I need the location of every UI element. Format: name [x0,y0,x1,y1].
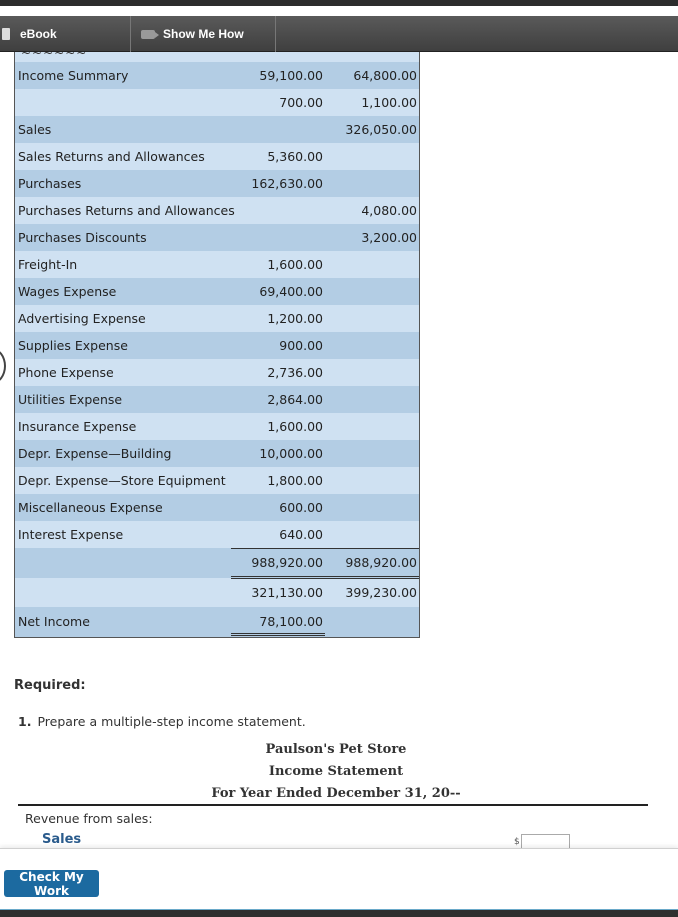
account-cell: Purchases Returns and Allowances [18,203,235,218]
table-row [15,170,419,197]
table-row [15,251,419,278]
credit-cell: 988,920.00 [345,555,417,570]
account-cell: Depr. Expense—Building [18,446,172,461]
video-icon [141,30,155,39]
total-rule [231,633,325,634]
credit-cell: 4,080.00 [361,203,417,218]
statement-period: For Year Ended December 31, 20-- [211,786,461,801]
debit-cell: 59,100.00 [259,68,323,83]
worksheet-table [14,52,420,638]
scroll-back-icon[interactable] [0,348,6,384]
cut-off-text: ~~~~~~ [21,52,88,60]
table-row [15,548,419,578]
table-row [15,89,419,116]
debit-cell: 2,864.00 [267,392,323,407]
total-rule [231,548,325,549]
sales-label[interactable]: Sales [42,832,82,847]
account-cell: Income Summary [18,68,129,83]
debit-cell: 700.00 [279,95,323,110]
account-cell: Purchases [18,176,82,191]
show-me-how-label: Show Me How [163,27,244,41]
account-cell: Miscellaneous Expense [18,500,163,515]
debit-cell: 162,630.00 [251,176,323,191]
statement-rule [18,804,648,806]
account-cell: Phone Expense [18,365,114,380]
account-cell: Sales [18,122,52,137]
table-row [15,278,419,305]
bottom-strip [0,909,678,917]
bottom-bar [0,848,678,910]
account-cell: Supplies Expense [18,338,128,353]
table-row [15,521,419,548]
total-rule [231,635,325,636]
total-rule [325,548,419,549]
ebook-button[interactable] [0,16,130,52]
table-row [15,413,419,440]
instruction-number: 1. [18,714,32,729]
required-heading: Required: [14,678,86,693]
table-row [15,578,419,607]
account-cell: Depr. Expense—Store Equipment [18,473,226,488]
statement-company: Paulson's Pet Store [265,742,407,757]
account-cell: Purchases Discounts [18,230,147,245]
account-cell: Sales Returns and Allowances [18,149,205,164]
revenue-label: Revenue from sales: [25,811,153,826]
debit-cell: 5,360.00 [267,149,323,164]
credit-cell: 64,800.00 [353,68,417,83]
table-row [15,197,419,224]
table-row [15,386,419,413]
top-strip [0,0,678,6]
table-row [15,62,419,89]
debit-cell: 988,920.00 [251,555,323,570]
table-row [15,305,419,332]
debit-cell: 1,200.00 [267,311,323,326]
show-me-how-button[interactable] [141,16,275,52]
toolbar [0,16,678,52]
debit-cell: 69,400.00 [259,284,323,299]
debit-cell: 321,130.00 [251,585,323,600]
debit-cell: 10,000.00 [259,446,323,461]
total-rule [325,578,419,579]
statement-title: Income Statement [268,764,404,779]
toolbar-divider [275,16,276,52]
debit-cell: 900.00 [279,338,323,353]
account-cell: Freight-In [18,257,78,272]
account-cell: Utilities Expense [18,392,123,407]
debit-cell: 78,100.00 [259,614,323,629]
account-cell: Wages Expense [18,284,117,299]
debit-cell: 640.00 [279,527,323,542]
table-row [15,359,419,386]
total-rule [325,576,419,577]
account-cell: Interest Expense [18,527,124,542]
instruction-text: Prepare a multiple-step income statement. [37,714,306,729]
book-icon [2,28,10,40]
total-rule [231,578,325,579]
credit-cell: 1,100.00 [361,95,417,110]
table-row [15,116,419,143]
credit-cell: 3,200.00 [361,230,417,245]
table-row [15,607,419,637]
debit-cell: 2,736.00 [267,365,323,380]
table-row [15,332,419,359]
debit-cell: 1,600.00 [267,419,323,434]
credit-cell: 326,050.00 [345,122,417,137]
account-cell: Insurance Expense [18,419,137,434]
debit-cell: 1,800.00 [267,473,323,488]
table-row [15,440,419,467]
ebook-label: eBook [20,27,57,41]
debit-cell: 1,600.00 [267,257,323,272]
account-cell: Net Income [18,614,90,629]
table-row [15,494,419,521]
table-row [15,143,419,170]
dollar-sign: $ [514,837,520,847]
total-rule [231,576,325,577]
instruction [18,714,306,729]
table-row [15,467,419,494]
toolbar-divider [130,16,131,52]
check-my-work-button[interactable]: Check My Work [4,870,99,897]
cut-off-row [15,52,419,62]
debit-cell: 600.00 [279,500,323,515]
account-cell: Advertising Expense [18,311,146,326]
table-row [15,224,419,251]
credit-cell: 399,230.00 [345,585,417,600]
